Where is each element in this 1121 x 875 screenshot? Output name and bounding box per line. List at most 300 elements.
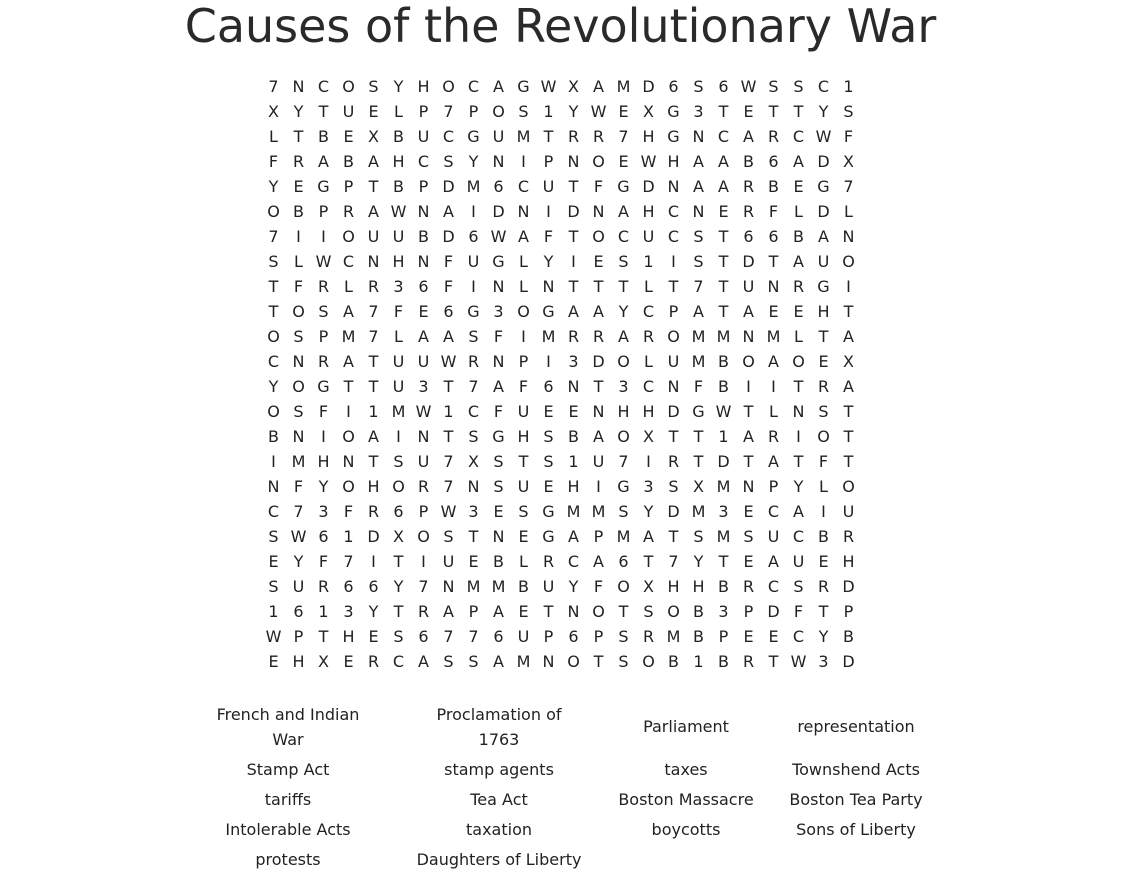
grid-letter: 6 — [618, 552, 629, 571]
word-list-item: tariffs — [264, 790, 312, 809]
grid-letter: 1 — [643, 252, 654, 271]
grid-letter: 1 — [543, 102, 554, 121]
grid-letter: A — [443, 327, 454, 346]
grid-letter: R — [542, 552, 555, 571]
grid-letter: H — [692, 577, 705, 596]
grid-letter: 3 — [468, 502, 479, 521]
grid-letter: E — [743, 552, 754, 571]
grid-letter: I — [596, 477, 601, 496]
grid-letter: U — [392, 227, 405, 246]
grid-letter: R — [317, 577, 330, 596]
grid-letter: T — [268, 302, 279, 321]
grid-letter: A — [493, 77, 504, 96]
grid-letter: H — [617, 402, 630, 421]
grid-letter: F — [268, 152, 279, 171]
grid-letter: P — [293, 627, 304, 646]
grid-letter: B — [718, 352, 729, 371]
grid-letter: I — [821, 502, 826, 521]
grid-letter: S — [493, 452, 504, 471]
grid-letter: H — [417, 77, 430, 96]
grid-letter: X — [393, 527, 404, 546]
grid-letter: P — [543, 627, 554, 646]
grid-letter: O — [292, 377, 305, 396]
grid-letter: S — [618, 627, 629, 646]
grid-letter: L — [769, 402, 778, 421]
grid-letter: S — [818, 402, 829, 421]
grid-letter: B — [293, 202, 304, 221]
grid-letter: T — [368, 377, 379, 396]
grid-letter: 7 — [443, 477, 454, 496]
word-list-item: French and Indian War — [216, 705, 360, 749]
grid-letter: X — [318, 652, 329, 671]
grid-letter: E — [618, 152, 629, 171]
grid-letter: R — [467, 352, 480, 371]
grid-letter: R — [342, 202, 355, 221]
grid-letter: A — [743, 302, 754, 321]
grid-letter: B — [268, 427, 279, 446]
grid-letter: R — [842, 527, 855, 546]
grid-letter: 7 — [343, 552, 354, 571]
grid-letter: D — [767, 602, 780, 621]
grid-letter: S — [268, 577, 279, 596]
grid-letter: H — [567, 477, 580, 496]
grid-letter: T — [793, 377, 804, 396]
word-list-item: Sons of Liberty — [796, 820, 916, 839]
grid-letter: H — [392, 252, 405, 271]
word-list-item: Daughters of Liberty — [416, 850, 582, 869]
grid-letter: Y — [293, 102, 304, 121]
grid-letter: 7 — [618, 452, 629, 471]
grid-letter: U — [542, 577, 555, 596]
grid-letter: O — [642, 652, 655, 671]
grid-row — [261, 124, 861, 149]
grid-letter: G — [667, 127, 680, 146]
grid-letter: T — [618, 277, 629, 296]
grid-letter: L — [394, 102, 403, 121]
grid-letter: U — [517, 477, 530, 496]
grid-letter: X — [468, 452, 479, 471]
grid-letter: A — [493, 602, 504, 621]
grid-letter: C — [317, 77, 330, 96]
grid-letter: E — [818, 552, 829, 571]
grid-letter: U — [342, 102, 355, 121]
grid-letter: X — [643, 577, 654, 596]
grid-letter: O — [792, 352, 805, 371]
grid-letter: 7 — [418, 577, 429, 596]
grid-letter: S — [843, 102, 854, 121]
grid-letter: D — [817, 152, 830, 171]
grid-letter: O — [267, 402, 280, 421]
grid-letter: S — [693, 252, 704, 271]
grid-letter: 1 — [843, 77, 854, 96]
grid-letter: R — [317, 352, 330, 371]
grid-letter: N — [492, 527, 505, 546]
grid-letter: T — [793, 452, 804, 471]
grid-letter: F — [543, 227, 554, 246]
grid-letter: T — [293, 127, 304, 146]
grid-letter: T — [818, 602, 829, 621]
grid-letter: B — [318, 127, 329, 146]
grid-letter: 7 — [618, 127, 629, 146]
grid-letter: R — [567, 127, 580, 146]
grid-letter: 7 — [443, 627, 454, 646]
grid-letter: T — [568, 227, 579, 246]
grid-letter: B — [693, 627, 704, 646]
grid-letter: I — [796, 427, 801, 446]
grid-letter: D — [442, 177, 455, 196]
grid-letter: F — [518, 377, 529, 396]
grid-letter: G — [542, 527, 555, 546]
grid-letter: E — [468, 552, 479, 571]
grid-letter: L — [819, 477, 828, 496]
grid-letter: R — [742, 177, 755, 196]
grid-letter: L — [844, 202, 853, 221]
grid-letter: R — [642, 627, 655, 646]
grid-letter: N — [292, 352, 305, 371]
grid-letter: T — [368, 452, 379, 471]
grid-letter: E — [343, 127, 354, 146]
grid-letter: U — [592, 452, 605, 471]
grid-letter: T — [718, 227, 729, 246]
grid-letter: T — [843, 402, 854, 421]
grid-letter: 7 — [443, 102, 454, 121]
grid-letter: A — [768, 352, 779, 371]
grid-letter: S — [618, 252, 629, 271]
grid-letter: B — [393, 127, 404, 146]
grid-letter: U — [492, 127, 505, 146]
grid-letter: U — [517, 627, 530, 646]
grid-letter: 6 — [468, 227, 479, 246]
grid-letter: U — [392, 377, 405, 396]
grid-letter: S — [793, 77, 804, 96]
grid-letter: U — [467, 252, 480, 271]
grid-letter: I — [271, 452, 276, 471]
grid-letter: R — [742, 202, 755, 221]
grid-letter: S — [468, 327, 479, 346]
grid-letter: I — [371, 552, 376, 571]
grid-letter: O — [442, 77, 455, 96]
grid-letter: 1 — [443, 402, 454, 421]
grid-letter: E — [368, 102, 379, 121]
grid-letter: X — [843, 352, 854, 371]
grid-letter: D — [592, 352, 605, 371]
grid-letter: N — [417, 427, 430, 446]
grid-letter: Y — [293, 552, 304, 571]
grid-letter: G — [667, 102, 680, 121]
grid-letter: A — [618, 327, 629, 346]
grid-letter: R — [817, 377, 830, 396]
grid-letter: A — [693, 302, 704, 321]
grid-letter: S — [543, 452, 554, 471]
grid-letter: N — [492, 352, 505, 371]
grid-letter: W — [315, 252, 332, 271]
grid-letter: O — [342, 77, 355, 96]
grid-letter: S — [393, 627, 404, 646]
grid-letter: R — [367, 277, 380, 296]
grid-letter: P — [468, 602, 479, 621]
grid-letter: T — [668, 427, 679, 446]
grid-letter: 7 — [268, 77, 279, 96]
grid-letter: S — [493, 477, 504, 496]
word-list-item: boycotts — [651, 820, 721, 839]
word-list-item: Parliament — [643, 717, 729, 736]
grid-letter: M — [466, 577, 481, 596]
grid-row — [261, 599, 861, 624]
grid-row — [261, 624, 861, 649]
grid-letter: S — [318, 302, 329, 321]
grid-letter: I — [421, 552, 426, 571]
grid-row — [261, 449, 861, 474]
grid-letter: E — [518, 602, 529, 621]
grid-letter: B — [393, 177, 404, 196]
grid-row — [261, 299, 861, 324]
grid-letter: 6 — [768, 152, 779, 171]
grid-letter: W — [715, 402, 732, 421]
grid-letter: S — [268, 252, 279, 271]
grid-letter: P — [768, 477, 779, 496]
grid-letter: O — [342, 227, 355, 246]
grid-letter: N — [517, 202, 530, 221]
grid-letter: 6 — [368, 577, 379, 596]
grid-letter: D — [742, 252, 755, 271]
grid-letter: L — [644, 277, 653, 296]
grid-letter: C — [267, 352, 280, 371]
grid-letter: 6 — [543, 377, 554, 396]
grid-letter: U — [742, 277, 755, 296]
grid-letter: F — [693, 377, 704, 396]
grid-letter: U — [767, 527, 780, 546]
grid-letter: T — [668, 527, 679, 546]
grid-letter: N — [342, 452, 355, 471]
grid-row — [261, 574, 861, 599]
grid-letter: R — [417, 602, 430, 621]
grid-row — [261, 374, 861, 399]
grid-letter: L — [519, 552, 528, 571]
grid-letter: O — [592, 152, 605, 171]
grid-letter: 7 — [268, 227, 279, 246]
grid-letter: G — [492, 252, 505, 271]
grid-letter: A — [568, 527, 579, 546]
grid-row — [261, 424, 861, 449]
grid-letter: O — [267, 202, 280, 221]
grid-letter: I — [771, 377, 776, 396]
grid-letter: E — [268, 652, 279, 671]
grid-letter: H — [342, 627, 355, 646]
grid-letter: 7 — [468, 377, 479, 396]
grid-letter: S — [693, 227, 704, 246]
grid-letter: 6 — [393, 502, 404, 521]
grid-letter: 3 — [718, 602, 729, 621]
grid-letter: C — [267, 502, 280, 521]
grid-letter: O — [342, 477, 355, 496]
grid-letter: T — [393, 552, 404, 571]
grid-letter: I — [346, 402, 351, 421]
grid-letter: C — [817, 77, 830, 96]
grid-letter: F — [493, 402, 504, 421]
grid-letter: Y — [268, 377, 279, 396]
grid-letter: N — [417, 202, 430, 221]
grid-letter: E — [418, 302, 429, 321]
grid-letter: C — [642, 302, 655, 321]
grid-letter: 7 — [693, 277, 704, 296]
grid-letter: M — [341, 327, 356, 346]
grid-letter: E — [368, 627, 379, 646]
grid-letter: Y — [568, 577, 579, 596]
grid-letter: M — [516, 652, 531, 671]
grid-letter: S — [443, 652, 454, 671]
grid-letter: T — [543, 127, 554, 146]
grid-row — [261, 474, 861, 499]
grid-letter: F — [843, 127, 854, 146]
grid-letter: E — [743, 627, 754, 646]
grid-letter: N — [367, 252, 380, 271]
grid-letter: O — [517, 302, 530, 321]
grid-letter: F — [593, 577, 604, 596]
grid-letter: S — [668, 477, 679, 496]
grid-letter: Y — [643, 502, 654, 521]
grid-letter: U — [517, 402, 530, 421]
grid-letter: L — [519, 277, 528, 296]
grid-letter: T — [318, 102, 329, 121]
grid-letter: T — [618, 602, 629, 621]
grid-letter: 6 — [443, 302, 454, 321]
grid-letter: O — [667, 602, 680, 621]
grid-letter: P — [518, 352, 529, 371]
grid-letter: N — [792, 402, 805, 421]
grid-letter: C — [792, 527, 805, 546]
grid-letter: T — [843, 302, 854, 321]
grid-letter: F — [293, 477, 304, 496]
grid-letter: S — [268, 527, 279, 546]
grid-letter: C — [442, 127, 455, 146]
grid-letter: L — [794, 327, 803, 346]
grid-letter: M — [516, 127, 531, 146]
grid-letter: C — [667, 227, 680, 246]
grid-letter: H — [842, 552, 855, 571]
grid-letter: S — [368, 77, 379, 96]
grid-letter: S — [443, 527, 454, 546]
grid-letter: U — [792, 552, 805, 571]
grid-row — [261, 74, 861, 99]
grid-letter: N — [592, 402, 605, 421]
grid-letter: H — [517, 427, 530, 446]
grid-letter: T — [318, 627, 329, 646]
grid-letter: R — [667, 452, 680, 471]
grid-letter: 6 — [418, 277, 429, 296]
grid-letter: D — [842, 652, 855, 671]
grid-letter: T — [368, 177, 379, 196]
grid-letter: N — [292, 77, 305, 96]
grid-letter: C — [667, 202, 680, 221]
grid-letter: N — [442, 577, 455, 596]
grid-letter: B — [718, 377, 729, 396]
grid-letter: B — [418, 227, 429, 246]
grid-letter: C — [767, 502, 780, 521]
grid-letter: A — [718, 177, 729, 196]
grid-letter: B — [793, 227, 804, 246]
grid-letter: R — [767, 427, 780, 446]
grid-letter: 6 — [568, 627, 579, 646]
grid-letter: R — [742, 652, 755, 671]
grid-letter: T — [518, 452, 529, 471]
grid-letter: A — [643, 527, 654, 546]
grid-letter: R — [367, 652, 380, 671]
grid-letter: 6 — [418, 627, 429, 646]
grid-letter: H — [642, 127, 655, 146]
grid-letter: A — [443, 602, 454, 621]
grid-letter: L — [344, 277, 353, 296]
grid-letter: C — [792, 127, 805, 146]
grid-letter: D — [842, 577, 855, 596]
grid-letter: D — [367, 527, 380, 546]
grid-letter: T — [768, 252, 779, 271]
grid-letter: B — [818, 527, 829, 546]
grid-letter: N — [667, 377, 680, 396]
grid-letter: D — [442, 227, 455, 246]
grid-letter: 3 — [568, 352, 579, 371]
grid-letter: H — [367, 477, 380, 496]
grid-letter: Y — [693, 552, 704, 571]
grid-letter: N — [567, 602, 580, 621]
grid-letter: E — [543, 477, 554, 496]
grid-letter: S — [643, 602, 654, 621]
grid-letter: D — [642, 177, 655, 196]
grid-letter: S — [743, 527, 754, 546]
grid-letter: M — [691, 327, 706, 346]
grid-letter: L — [519, 252, 528, 271]
grid-letter: F — [493, 327, 504, 346]
grid-letter: S — [543, 427, 554, 446]
grid-letter: Y — [368, 602, 379, 621]
grid-letter: T — [768, 102, 779, 121]
grid-letter: 6 — [293, 602, 304, 621]
grid-letter: N — [492, 277, 505, 296]
grid-letter: X — [643, 102, 654, 121]
grid-letter: U — [417, 452, 430, 471]
grid-letter: O — [842, 477, 855, 496]
grid-letter: A — [843, 327, 854, 346]
grid-letter: D — [567, 202, 580, 221]
grid-letter: O — [842, 252, 855, 271]
grid-letter: R — [292, 152, 305, 171]
grid-letter: Y — [468, 152, 479, 171]
grid-letter: T — [843, 427, 854, 446]
grid-letter: A — [343, 302, 354, 321]
grid-letter: A — [618, 202, 629, 221]
grid-letter: Y — [268, 177, 279, 196]
grid-letter: W — [290, 527, 307, 546]
grid-letter: G — [617, 477, 630, 496]
grid-letter: 6 — [343, 577, 354, 596]
grid-letter: R — [417, 477, 430, 496]
grid-letter: Y — [393, 577, 404, 596]
grid-letter: 3 — [493, 302, 504, 321]
grid-letter: A — [693, 177, 704, 196]
grid-letter: U — [817, 252, 830, 271]
grid-letter: I — [646, 452, 651, 471]
grid-letter: P — [468, 102, 479, 121]
grid-row — [261, 549, 861, 574]
grid-letter: F — [443, 277, 454, 296]
grid-letter: H — [642, 402, 655, 421]
grid-letter: M — [691, 352, 706, 371]
grid-letter: T — [743, 452, 754, 471]
grid-letter: T — [793, 102, 804, 121]
grid-letter: 3 — [393, 277, 404, 296]
grid-letter: T — [593, 377, 604, 396]
grid-letter: L — [644, 352, 653, 371]
grid-letter: A — [793, 252, 804, 271]
